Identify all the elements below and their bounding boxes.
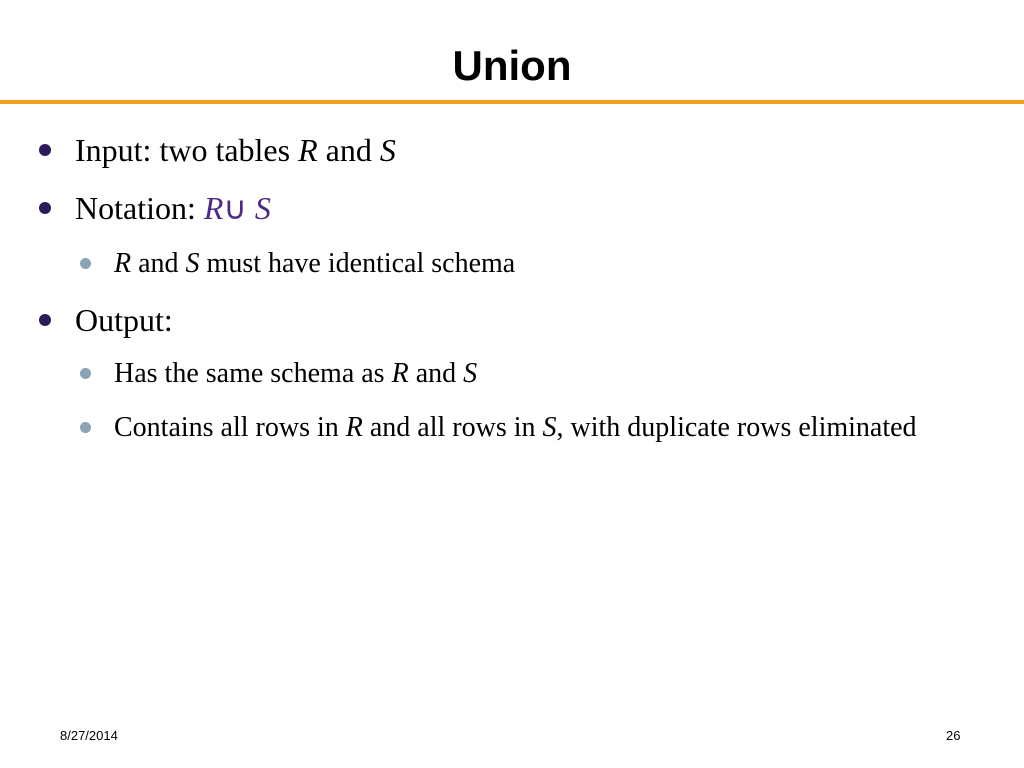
- sub-bullet-dot-icon: [80, 422, 91, 433]
- relation-s: S: [185, 248, 200, 279]
- relation-s: S: [379, 132, 396, 168]
- bullet-output: [75, 298, 975, 342]
- sub-bullet-dot-icon: [80, 258, 91, 269]
- relation-r: R: [203, 190, 224, 226]
- sub-bullet-schema: [114, 242, 954, 286]
- bullet-text: Output:: [75, 302, 173, 338]
- sub-bullet-dot-icon: [80, 368, 91, 379]
- bullet-text: and: [408, 358, 464, 389]
- union-symbol: ∪: [223, 190, 255, 226]
- bullet-text: and all rows in: [362, 412, 543, 443]
- relation-r: R: [298, 132, 318, 168]
- slide-date: 8/27/2014: [60, 728, 118, 743]
- bullet-text: , with duplicate rows eliminated: [556, 412, 917, 443]
- bullet-dot-icon: [39, 314, 51, 326]
- sub-bullet-contains-rows: [114, 406, 954, 450]
- bullet-text: Notation:: [75, 190, 204, 226]
- bullet-text: and: [131, 248, 186, 279]
- bullet-text: Contains all rows in: [114, 412, 346, 443]
- bullet-text: and: [317, 132, 380, 168]
- slide-title: Union: [452, 42, 572, 89]
- bullet-text: Input: two tables: [75, 132, 299, 168]
- title-divider: [0, 100, 1024, 104]
- relation-s: S: [254, 190, 271, 226]
- relation-s: S: [542, 412, 557, 443]
- bullet-notation: [75, 186, 975, 230]
- relation-r: R: [391, 358, 409, 389]
- bullet-dot-icon: [39, 202, 51, 214]
- slide-page-number: 26: [946, 728, 961, 743]
- relation-s: S: [463, 358, 478, 389]
- bullet-input: [75, 128, 975, 172]
- relation-r: R: [114, 248, 132, 279]
- sub-bullet-same-schema: [114, 352, 954, 396]
- bullet-text: must have identical schema: [199, 248, 516, 279]
- relation-r: R: [345, 412, 363, 443]
- bullet-dot-icon: [39, 144, 51, 156]
- bullet-text: Has the same schema as: [114, 358, 392, 389]
